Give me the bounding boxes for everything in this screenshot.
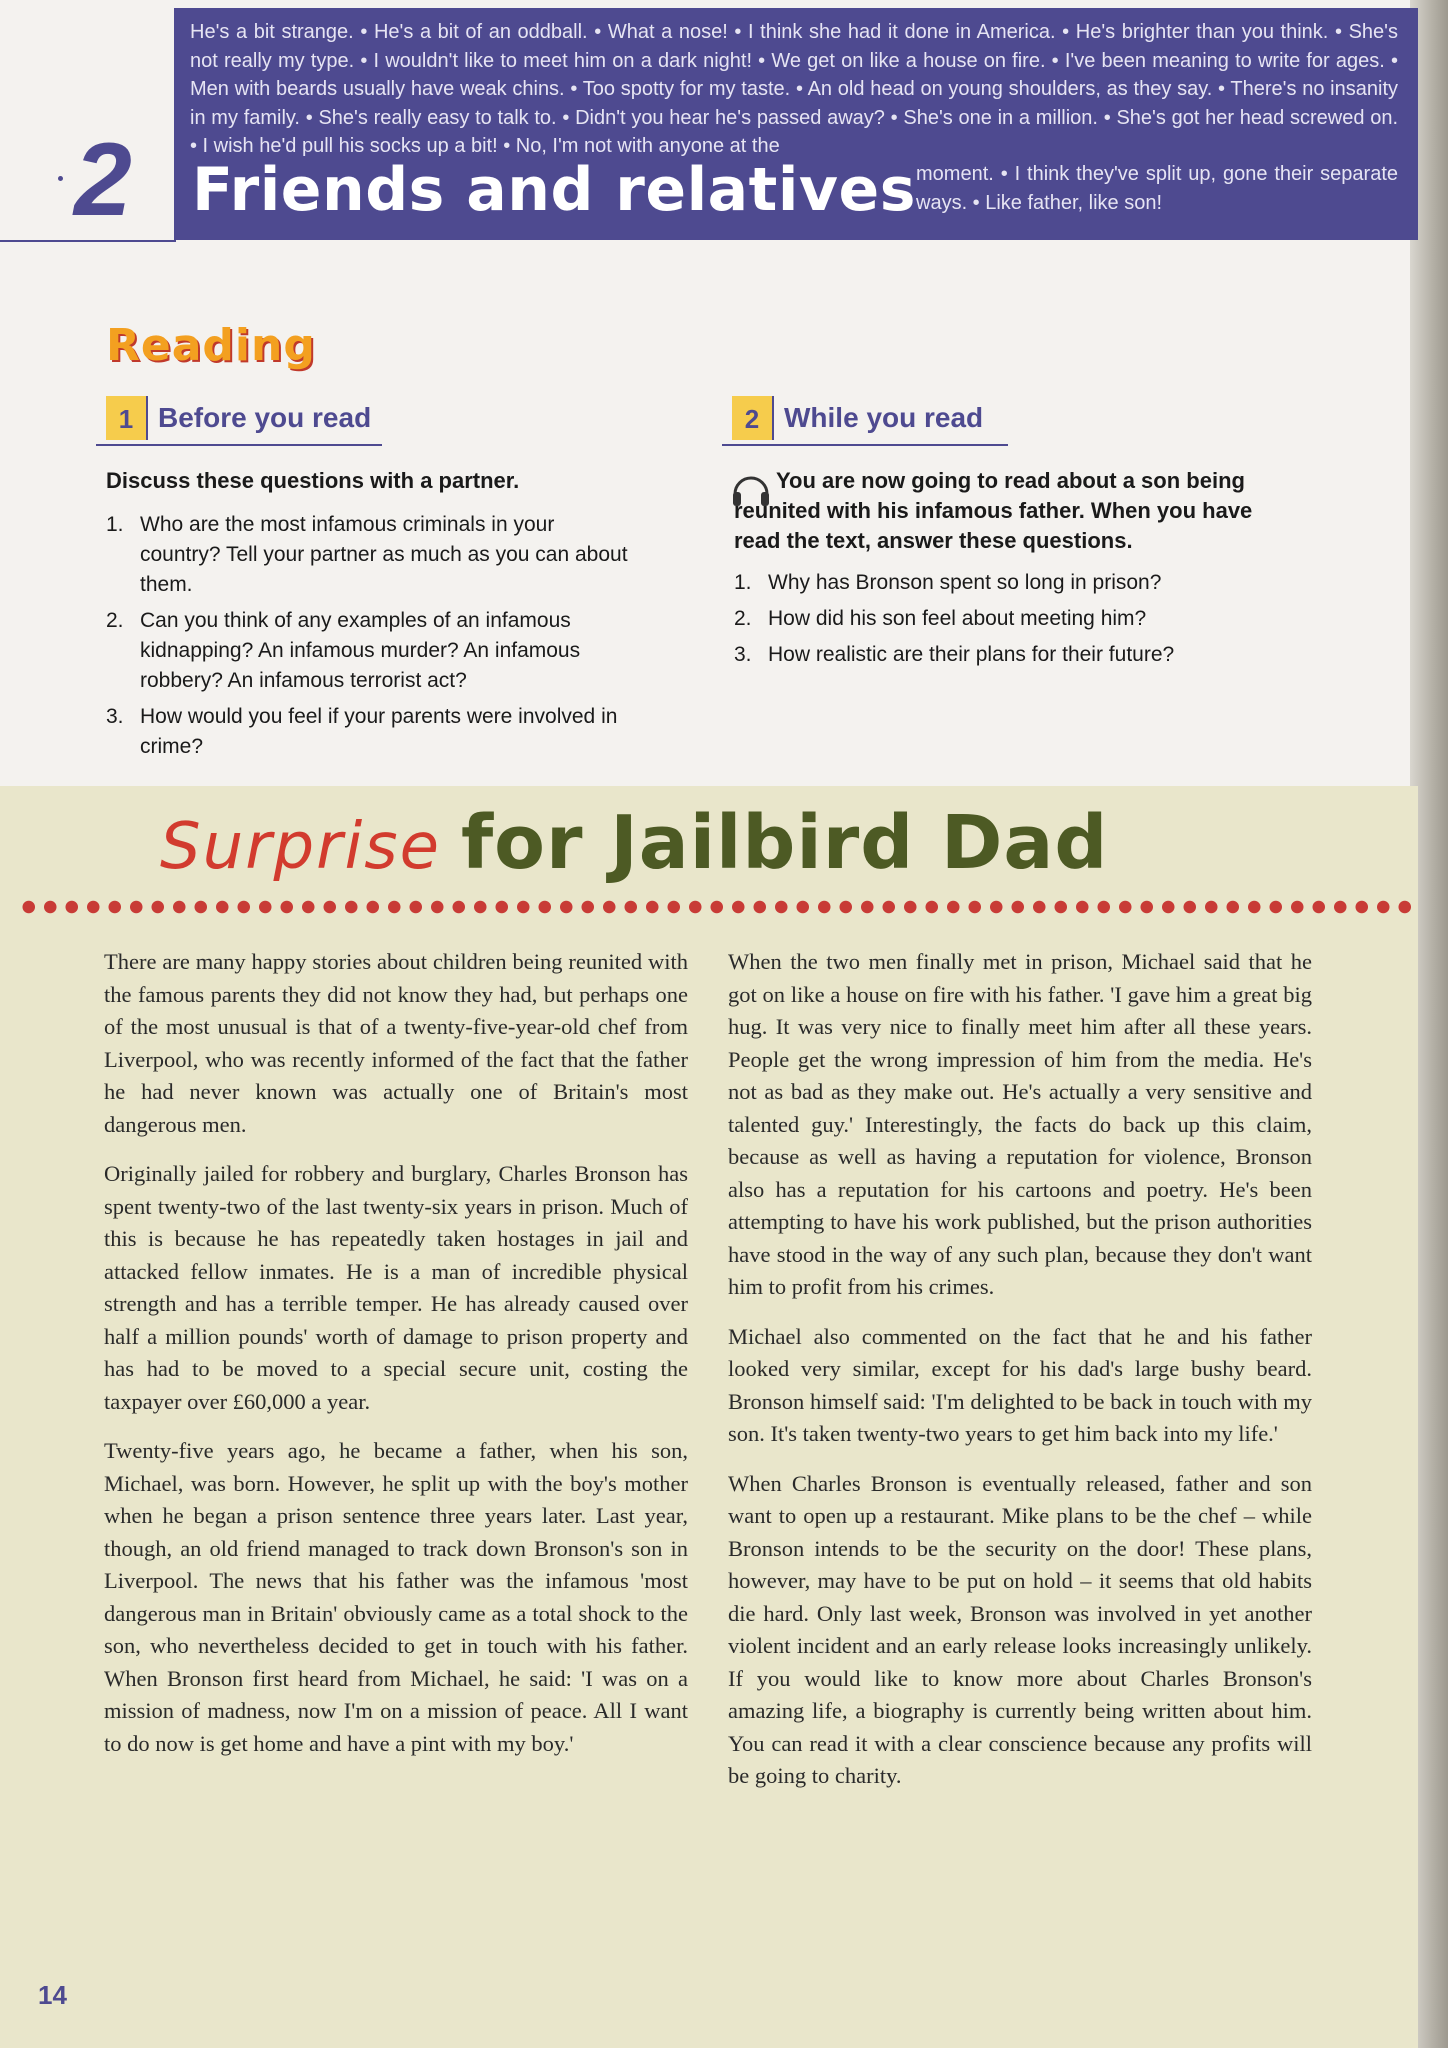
section-label: While you read: [784, 402, 984, 433]
title-main-words: for Jailbird Dad: [460, 800, 1109, 886]
unit-number: 2: [74, 122, 132, 238]
paragraph: Twenty-five years ago, he became a father, when his son, Michael, was born. However, he split up with the boy's mother when he began a prison sentence three years later. Last year, though, an old friend managed to track down Bronson's son in Liverpool. The news that his father was the infamous 'most dangerous man in Britain' obviously came as a total shock to the son, who nevertheless decided to get in touch with his father. When Bronson first heard from Michael, he said: 'I was on a mission of madness, now I'm on a mission of peace. All I want to do now is get home and have a pint with my boy.': [104, 1438, 688, 1756]
dotted-divider: [18, 898, 1418, 916]
list-item: 3. How would you feel if your parents were involved in crime?: [106, 705, 618, 758]
section-label: Before you read: [158, 402, 372, 433]
list-item: 1. Who are the most infamous criminals in your country? Tell your partner as much as you can about them.: [106, 513, 628, 596]
paragraph: When the two men finally met in prison, Michael said that he got on like a house on fire with his father. 'I gave him a great big hug. It was very nice to finally meet him after all these years. People get the wrong impression of him from the media. He's not as bad as they make out. He's actually a very sensitive and talented guy.' Interestingly, the facts do back up this claim, because as well as having a reputation for violence, Bronson also has a reputation for his cartoons and poetry. He's been attempting to have his work published, but the prison authorities have stood in the way of any such plan, because they don't want him to profit from his crimes.: [728, 949, 1312, 1299]
article-column-left: [104, 946, 688, 1777]
header-phrases: He's a bit strange. • He's a bit of an oddball. • What a nose! • I think she had it done in America. • He's brighter than you think. • She's not really my type. • I wouldn't like to meet him on a dark night! • We get on like a house on fire. • I've been meaning to write for ages. • Men with beards usually have weak chins. • Too spotty for my taste. • An old head on young shoulders, as they say. • There's no insanity in my family. • She's really easy to talk to. • Didn't you hear he's passed away? • She's one in a million. • She's got her head screwed on. • I wish he'd pull his socks up a bit! • No, I'm not with anyone at the: [190, 21, 1398, 157]
before-questions: [106, 510, 636, 768]
section-number: 1: [106, 396, 148, 440]
title-script-word: Surprise: [160, 810, 441, 884]
header-phrases-tail: moment. • I think they've split up, gone their separate ways. • Like father, like son!: [916, 163, 1398, 214]
bullet-dot: [58, 176, 63, 181]
page-number: 14: [38, 1980, 67, 2010]
list-item: 1. Why has Bronson spent so long in prison?: [734, 571, 1162, 594]
reading-title: Reading: [106, 320, 316, 371]
paragraph: When Charles Bronson is eventually released, father and son want to open up a restaurant. Mike plans to be the chef – while Bronson intends to be the security on the door! These plans, however, may have to be put on hold – it seems that old habits die hard. Only last week, Bronson was involved in yet another violent incident and an early release looks increasingly unlikely. If you would like to know more about Charles Bronson's amazing life, a biography is currently being written about him. You can read it with a clear conscience because any profits will be going to charity.: [728, 1470, 1312, 1788]
unit-title: Friends and relatives: [192, 155, 916, 225]
while-you-read-heading: [722, 390, 1008, 446]
article-title: [160, 800, 1108, 886]
paragraph: Originally jailed for robbery and burglary, Charles Bronson has spent twenty-two of the last twenty-six years in prison. Much of this is because he has repeatedly taken hostages in jail and attacked fellow inmates. He is a man of incredible physical strength and has a terrible temper. He has already caused over half a million pounds' worth of damage to prison property and has had to be moved to a special secure unit, costing the taxpayer over £60,000 a year.: [104, 1161, 688, 1414]
before-you-read-heading: [96, 390, 382, 446]
while-instruction: You are now going to read about a son being reunited with his infamous father. When you have read the text, answer these questions.: [734, 468, 1253, 553]
paragraph: There are many happy stories about children being reunited with the famous parents they did not know they had, but perhaps one of the most unusual is that of a twenty-five-year-old chef from Liverpool, who was recently informed of the fact that the father he had never known was actually one of Britain's most dangerous men.: [104, 949, 688, 1137]
while-questions: [734, 568, 1314, 676]
paragraph: Michael also commented on the fact that he and his father looked very similar, except for his dad's large bushy beard. Bronson himself said: 'I'm delighted to be back in touch with my son. It's taken twenty-two years to get him back into my life.': [728, 1323, 1312, 1446]
list-item: 2. Can you think of any examples of an infamous kidnapping? An infamous murder? An infamous robbery? An infamous terrorist act?: [106, 609, 581, 692]
article-column-right: [728, 946, 1312, 1810]
section-number: 2: [732, 396, 774, 440]
before-instruction: Discuss these questions with a partner.: [106, 468, 520, 493]
list-item: 3. How realistic are their plans for their future?: [734, 643, 1175, 666]
list-item: 2. How did his son feel about meeting him?: [734, 607, 1147, 630]
